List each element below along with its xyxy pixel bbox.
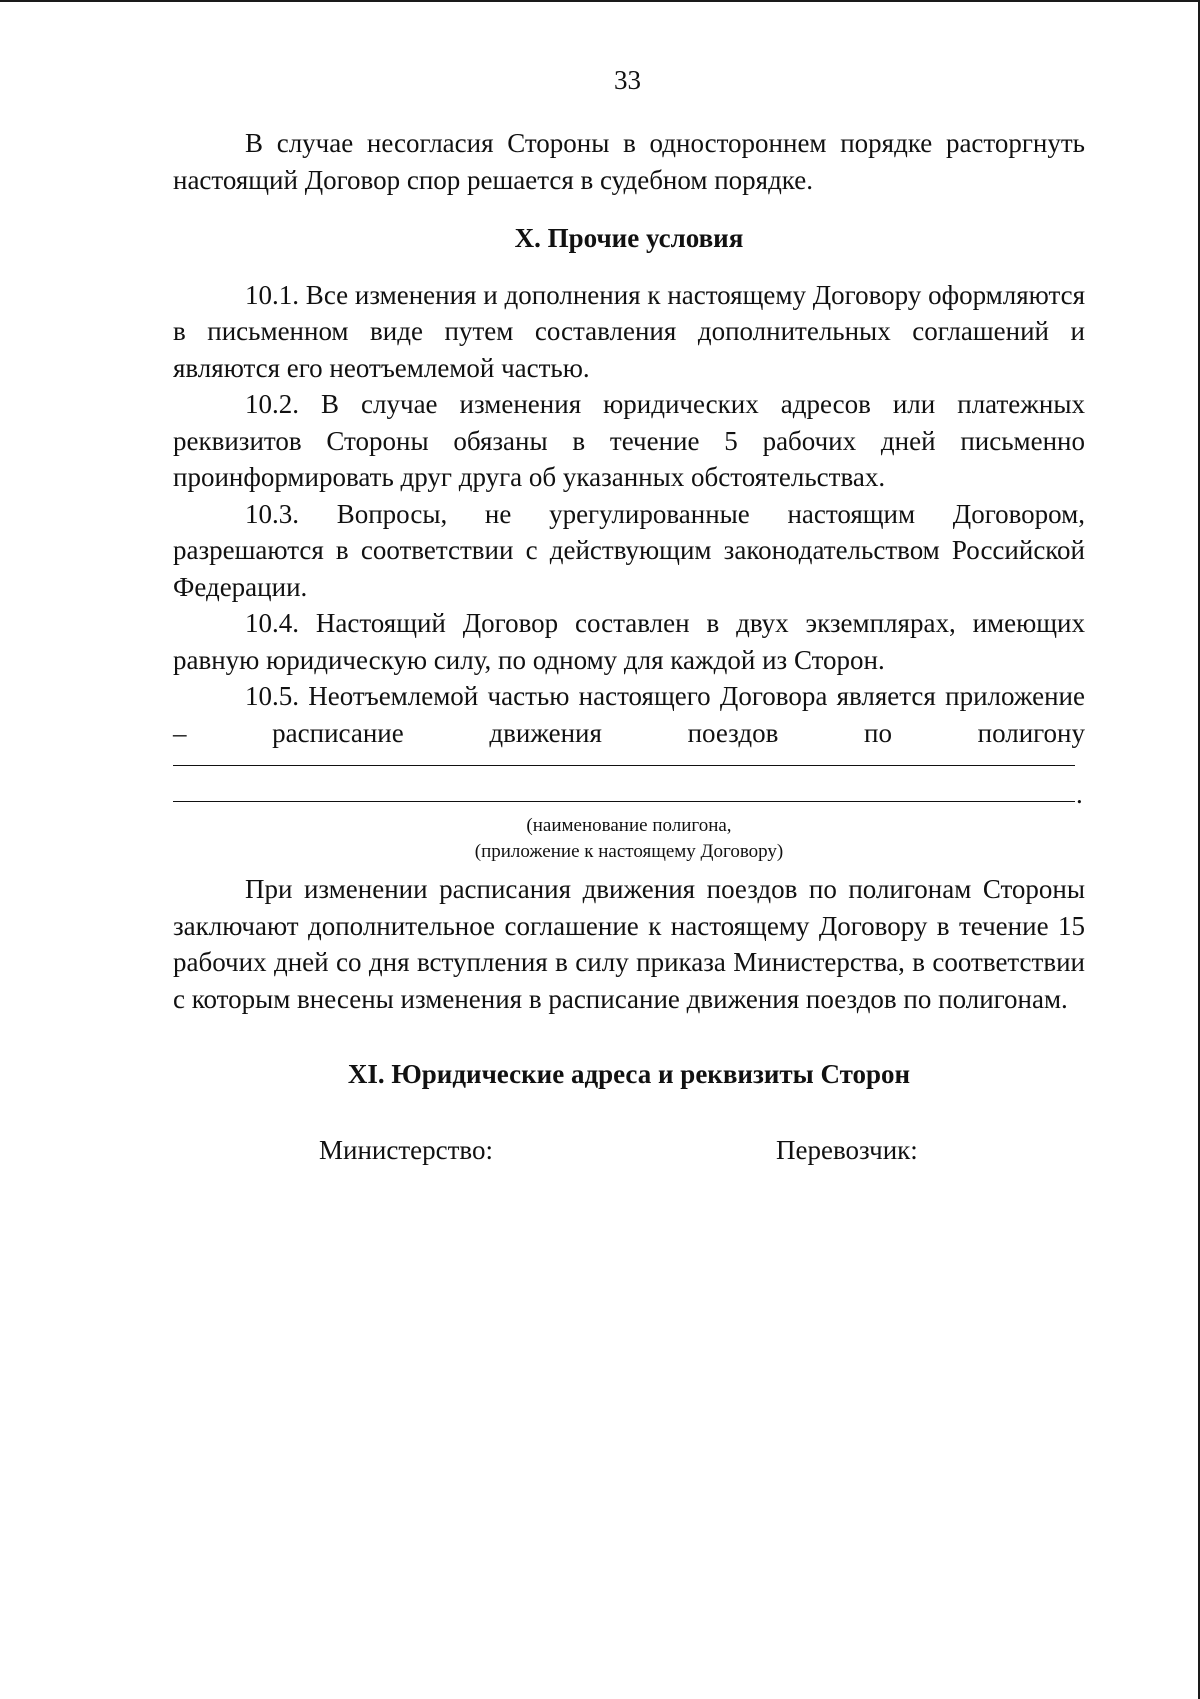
section-x-heading: X. Прочие условия: [514, 223, 744, 253]
caption-line-2: (приложение к настоящему Договору): [474, 841, 784, 862]
clause-10-3: 10.3. Вопросы, не урегулированные настоящим Договором, разрешаются в соответствии с действующим законодательством Российской Федерации.: [173, 498, 1085, 602]
clause-10-1: 10.1. Все изменения и дополнения к настоящему Договору оформляются в письменном виде путем составления дополнительных соглашений и являются его неотъемлемой частью.: [173, 279, 1085, 383]
blank-end-mark: .: [1076, 779, 1083, 809]
clause-10-4: 10.4. Настоящий Договор составлен в двух экземплярах, имеющих равную юридическую силу, по одному для каждой из Сторон.: [173, 608, 1085, 675]
blank-caption: [173, 813, 1085, 865]
party-carrier-label: Перевозчик:: [776, 1134, 918, 1165]
polygon-name-blank: [173, 751, 1085, 871]
page-number: 33: [614, 65, 641, 95]
clause-10-5: 10.5. Неотъемлемой частью настоящего Договора является приложение – расписание движения поездов по полигону: [173, 681, 1085, 748]
blank-line: [173, 765, 1075, 766]
caption-line-1: (наименование полигона,: [526, 815, 732, 836]
section-xi-heading: XI. Юридические адреса и реквизиты Сторон: [347, 1059, 911, 1089]
parties-row: [173, 1132, 1085, 1172]
clause-10-2: 10.2. В случае изменения юридических адресов или платежных реквизитов Стороны обязаны в течение 5 рабочих дней письменно проинформировать друг друга об указанных обстоятельствах.: [173, 389, 1085, 492]
document-body: [173, 125, 1085, 1172]
blank-line: [173, 801, 1075, 802]
party-ministry-label: Министерство:: [319, 1134, 493, 1165]
intro-paragraph: В случае несогласия Стороны в одностороннем порядке расторгнуть настоящий Договор спор решается в судебном порядке.: [173, 128, 1085, 195]
schedule-change-paragraph: При изменении расписания движения поездов по полигонам Стороны заключают дополнительное соглашение к настоящему Договору в течение 15 рабочих дней со дня вступления в силу приказа Министерства, в соответствии с которым внесены изменения в расписание движения поездов по полигонам.: [173, 874, 1085, 1014]
